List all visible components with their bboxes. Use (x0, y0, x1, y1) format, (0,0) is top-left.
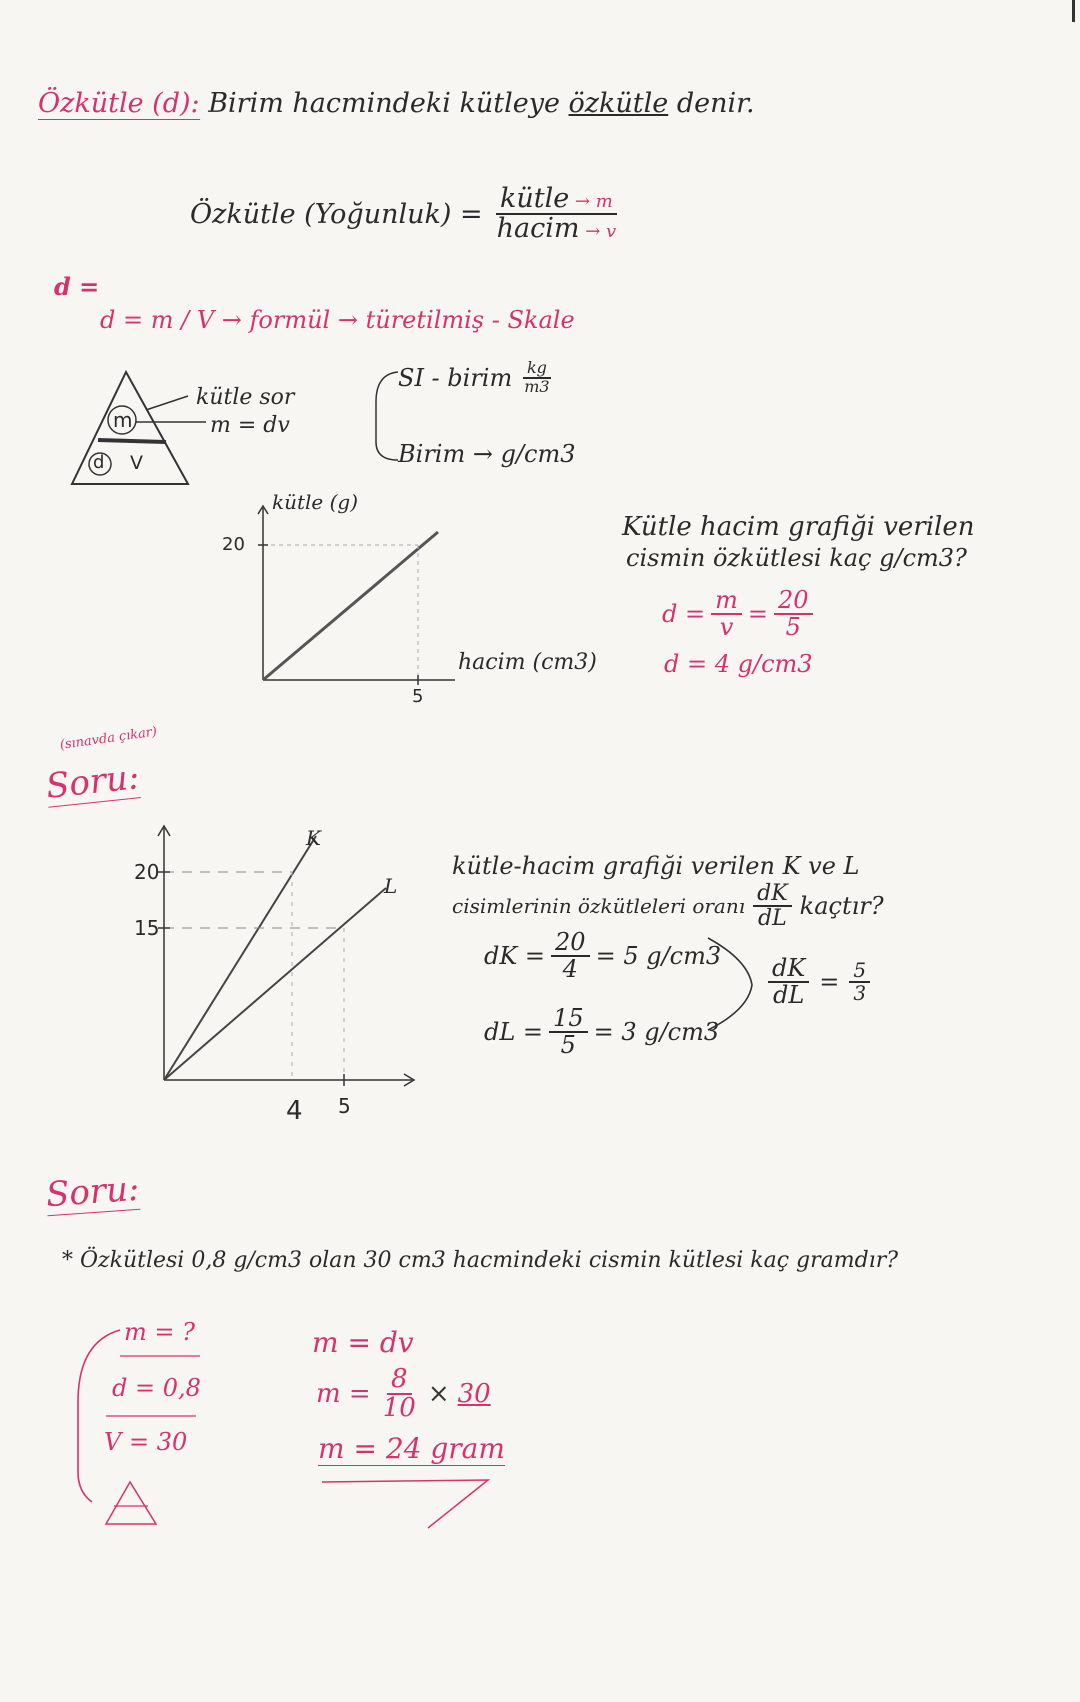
example2-question-1: kütle-hacim grafiği verilen K ve L (452, 852, 860, 880)
graph2-ytick-20: 20 (134, 860, 160, 884)
triangle-divider (98, 440, 166, 442)
density-formula (190, 185, 620, 244)
example2-final-ratio: $\frac{dK}{dL}$ = $\frac{5}{3}$ (768, 956, 870, 1008)
soru2-solution-3: m = 24 gram (318, 1432, 505, 1465)
soru2-triangle (106, 1482, 156, 1524)
formula-fraction (493, 185, 621, 244)
example1-question-2: cismin özkütlesi kaç g/cm3? (626, 544, 967, 572)
soru2-given-bracket (56, 1322, 216, 1532)
arrow-to-kutle (146, 396, 188, 410)
formula-label: Özkütle (Yoğunluk) = (190, 198, 483, 230)
graph2-line-l (164, 888, 386, 1080)
formula-note: d = m / V → formül → türetilmiş - Skale (100, 306, 575, 334)
example2-dk: dK = $\frac{20}{4}$ = 5 g/cm3 (484, 928, 722, 984)
example1-solution: d = $\frac{m}{v}$ = $\frac{20}{5}$ (662, 588, 813, 640)
graph1-data-line (263, 532, 438, 680)
soru1-note: (sınavda çıkar) (58, 724, 159, 753)
example2-question-2: cisimlerinin özkütleleri oranı $\frac{dK}{dL}$ kaçtır? (452, 881, 884, 932)
common-unit: Birim → g/cm3 (398, 440, 576, 468)
graph2-label-k: K (306, 826, 321, 850)
soru2-solution-2: m = $\frac{8}{10}$ × 30 (316, 1364, 491, 1424)
corner-mark (1072, 0, 1075, 22)
definition-text: Birim hacmindeki kütleye (208, 88, 560, 119)
graph1-y-label: kütle (g) (272, 490, 359, 514)
formula-numerator: kütle → m (496, 185, 617, 215)
graph1-x-label: hacim (cm3) (458, 650, 597, 675)
example2-dl: dL = $\frac{15}{5}$ = 3 g/cm3 (484, 1004, 720, 1060)
soru1-title: Soru: (44, 757, 142, 807)
soru2-given-m: m = ? (124, 1318, 195, 1346)
graph2-xtick-4: 4 (286, 1096, 303, 1126)
graph2-line-k (164, 836, 316, 1080)
graph2-xtick-5: 5 (338, 1094, 351, 1118)
triangle-arrow-formula: m = dv (210, 413, 290, 438)
example2-brace (702, 930, 762, 1040)
soru2-title: Soru: (44, 1168, 141, 1216)
soru2-given-d: d = 0,8 (112, 1374, 201, 1402)
definition-term: Özkütle (d): (38, 88, 200, 119)
graph1 (220, 490, 520, 710)
soru2-answer-arrow (318, 1474, 518, 1534)
graph2-label-l: L (384, 874, 398, 898)
soru2-given-v: V = 30 (104, 1428, 188, 1456)
definition-line (38, 88, 755, 119)
triangle-v: V (130, 452, 143, 474)
example1-question-1: Kütle hacim grafiği verilen (622, 512, 975, 542)
formula-denominator: hacim → v (496, 213, 617, 245)
graph1-y-tick: 20 (222, 534, 245, 555)
soru2-question: * Özkütlesi 0,8 g/cm3 olan 30 cm3 hacmindeki cismin kütlesi kaç gramdır? (62, 1248, 899, 1273)
triangle-arrow-kutle: kütle sor (196, 385, 295, 410)
triangle-d: d (93, 452, 105, 473)
definition-key-term: özkütle (568, 88, 669, 119)
graph1-x-tick: 5 (412, 686, 424, 707)
graph2 (120, 820, 430, 1110)
soru2-solution-1: m = dv (312, 1326, 414, 1359)
si-unit: SI - birim $\frac{kg}{m3}$ (398, 358, 550, 396)
dz-label: d = (54, 272, 100, 301)
triangle-m: m (113, 408, 133, 432)
definition-end: denir. (676, 88, 755, 119)
example1-result: d = 4 g/cm3 (664, 650, 813, 678)
graph2-ytick-15: 15 (134, 916, 160, 940)
